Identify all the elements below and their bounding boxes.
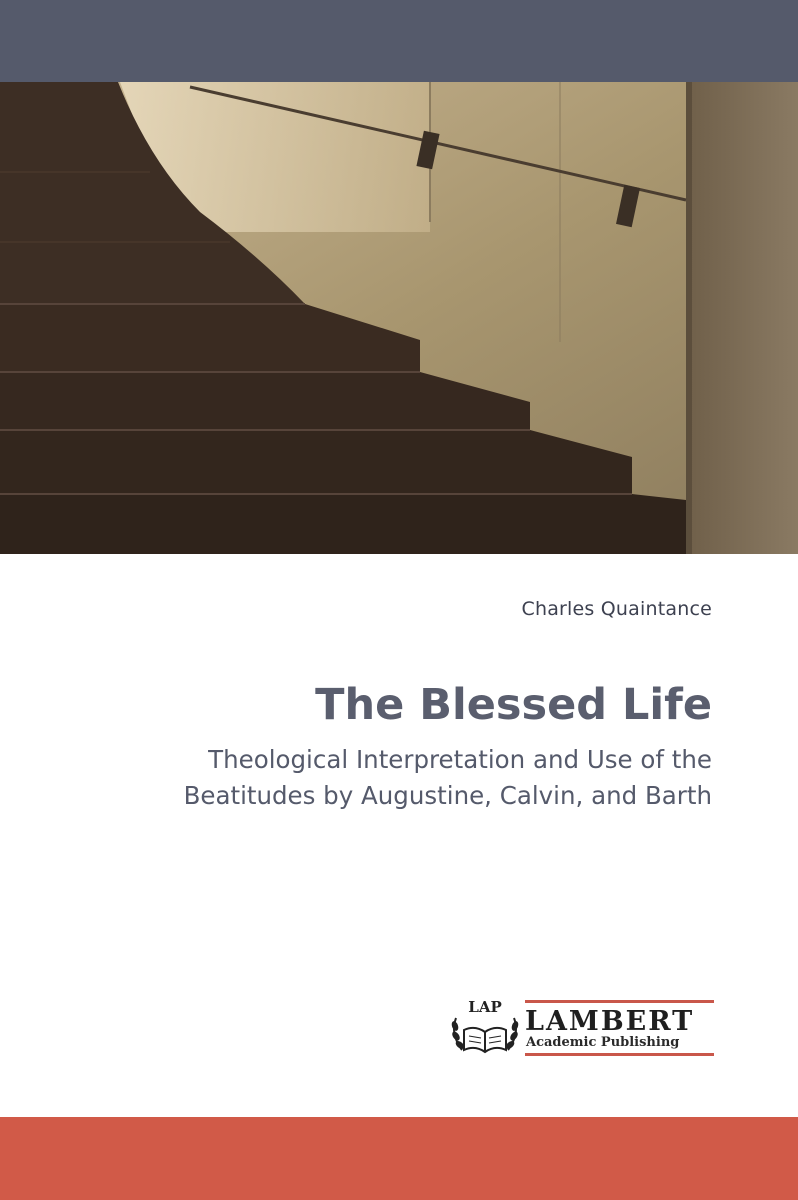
top-color-band	[0, 0, 798, 82]
bottom-color-band	[0, 1117, 798, 1200]
author-name: Charles Quaintance	[521, 598, 712, 620]
publisher-tagline: Academic Publishing	[526, 1035, 680, 1050]
logo-rule-top	[525, 1000, 714, 1003]
publisher-logo	[448, 996, 718, 1060]
subtitle-line-2: Beatitudes by Augustine, Calvin, and Barth	[183, 781, 712, 810]
logo-rule-bottom	[525, 1053, 714, 1056]
subtitle-line-1: Theological Interpretation and Use of the	[208, 745, 712, 774]
publisher-name: LAMBERT	[525, 1006, 695, 1037]
lap-letters: LAP	[468, 998, 502, 1016]
book-subtitle	[184, 742, 712, 814]
book-title: The Blessed Life	[315, 680, 712, 730]
staircase-photo	[0, 82, 798, 554]
open-book-laurel-icon	[448, 996, 522, 1060]
